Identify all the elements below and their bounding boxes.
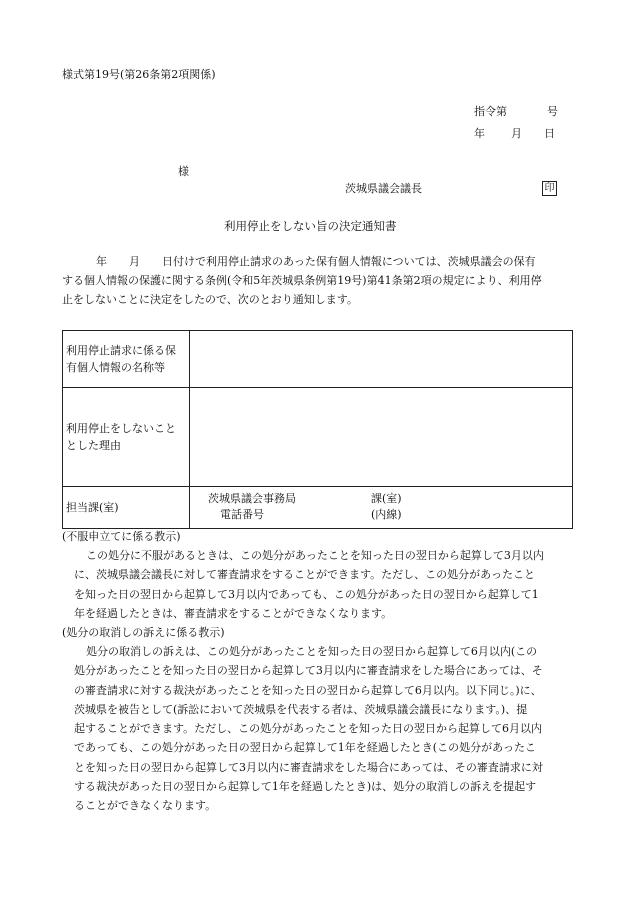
lawsuit-line: 処分があったことを知った日の翌日から起算して3月以内に審査請求をした場合にあっては、そ	[74, 664, 543, 678]
body-text	[62, 252, 574, 309]
lawsuit-line: 起することができます。ただし、この処分があったことを知った日の翌日から起算して6月以内	[74, 722, 543, 736]
row-label-info-name: 利用停止請求に係る保有個人情報の名称等	[63, 331, 190, 388]
reference-number-label: 指令第	[474, 105, 507, 118]
table-row	[63, 487, 573, 529]
lawsuit-text	[62, 642, 574, 816]
appeal-line: この処分に不服があるときは、この処分があったことを知った日の翌日から起算して3月以内	[86, 549, 544, 562]
lawsuit-heading: (処分の取消しの訴えに係る教示)	[62, 626, 225, 639]
lawsuit-line: 処分の取消しの訴えは、この処分があったことを知った日の翌日から起算して6月以内(この	[86, 645, 538, 658]
contact-extension: (内線)	[371, 508, 402, 521]
row-value-reason	[190, 388, 573, 487]
date-year: 年	[474, 127, 485, 140]
contact-section: 課(室)	[371, 492, 402, 505]
lawsuit-line: の審査請求に対する裁決があったことを知った日の翌日から起算して6月以内。以下同じ。)に、	[74, 683, 542, 697]
body-line-3: 止をしないことに決定をしたので、次のとおり通知します。	[62, 293, 358, 306]
contact-office: 茨城県議会事務局	[208, 492, 296, 505]
row-value-info-name	[190, 331, 573, 388]
appeal-text	[62, 546, 574, 623]
lawsuit-line: であっても、この処分があった日の翌日から起算して1年を経過したとき(この処分があったこ	[74, 741, 536, 755]
row-label-section: 担当課(室)	[63, 487, 190, 529]
lawsuit-line: ることができなくなります。	[74, 799, 217, 813]
form-number: 様式第19号(第26条第2項関係)	[62, 68, 216, 81]
information-table	[62, 330, 573, 529]
addressee: 様	[178, 165, 189, 178]
document-title: 利用停止をしない旨の決定通知書	[224, 219, 397, 233]
lawsuit-line: とを知った日の翌日から起算して3月以内に審査請求をした場合にあっては、その審査請求に対	[74, 760, 543, 774]
row-label-reason: 利用停止をしないこととした理由	[63, 388, 190, 487]
contact-phone: 電話番号	[220, 508, 264, 521]
reference-date	[474, 128, 555, 139]
table-row	[63, 331, 573, 388]
appeal-heading: (不服申立てに係る教示)	[62, 530, 181, 543]
body-line-1: 年 月 日付けで利用停止請求のあった保有個人情報については、茨城県議会の保有	[96, 255, 536, 268]
reference-number	[474, 106, 558, 117]
table-row	[63, 388, 573, 487]
lawsuit-line: する裁決があった日の翌日から起算して1年を経過したとき)は、処分の取消しの訴えを提起す	[74, 780, 537, 794]
lawsuit-line: 茨城県を被告として(訴訟において茨城県を代表する者は、茨城県議会議長になります。)、提	[74, 702, 528, 716]
seal-mark: 印	[542, 181, 557, 196]
date-day: 日	[544, 127, 555, 140]
appeal-line: 年を経過したときは、審査請求をすることができなくなります。	[74, 606, 393, 620]
appeal-line: に、茨城県議会議長に対して審査請求をすることができます。ただし、この処分があったこと	[74, 568, 536, 582]
sender: 茨城県議会議長	[345, 182, 422, 195]
reference-number-suffix: 号	[547, 105, 558, 118]
body-line-2: する個人情報の保護に関する条例(令和5年茨城県条例第19号)第41条第2項の規定により、利用停	[62, 274, 542, 287]
date-month: 月	[511, 127, 522, 140]
row-value-contact	[190, 487, 573, 529]
appeal-line: を知った日の翌日から起算して3月以内であっても、この処分があった日の翌日から起算して1	[74, 587, 539, 601]
